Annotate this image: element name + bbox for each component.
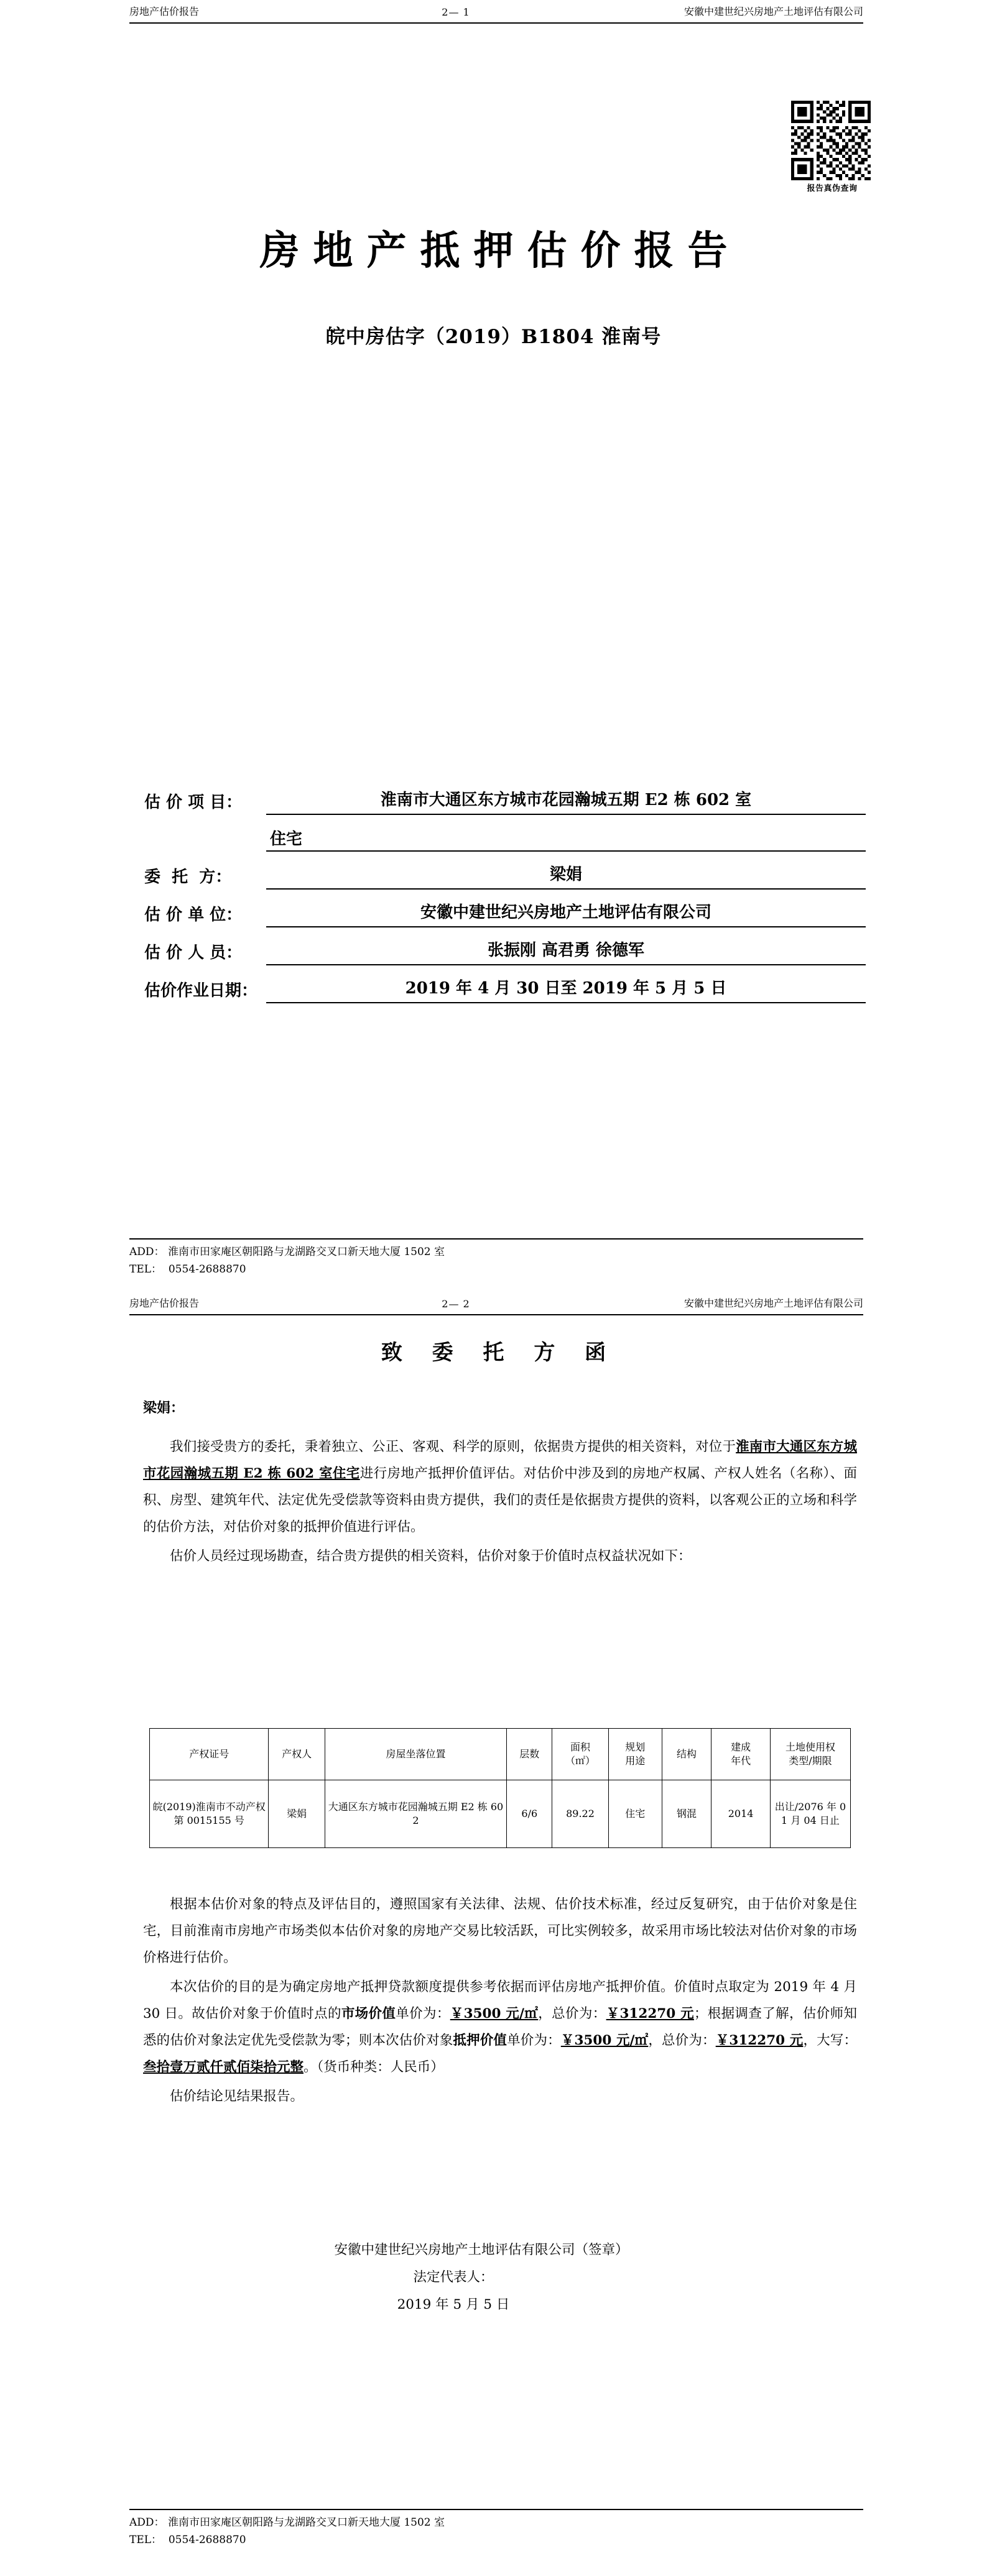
cell-floors: 6/6 (507, 1780, 552, 1848)
header-report-label: 房地产估价报告 (129, 6, 200, 17)
para1-subject-highlight: 淮南市大通区东方城市花园瀚城五期 E2 栋 602 室住宅 (143, 1439, 857, 1481)
info-row-project-line2 (144, 826, 866, 852)
th-area-unit: （㎡） (565, 1755, 596, 1767)
page1-header-rule (129, 22, 863, 24)
letter-salutation: 梁娟： (143, 1400, 185, 1416)
signature-company: 安徽中建世纪兴房地产土地评估有限公司（签章） (334, 2242, 629, 2258)
para4-text-h: 。（货币种类：人民币） (304, 2059, 444, 2075)
para4-text-c: ，总价为： (538, 2006, 606, 2022)
cell-structure: 钢混 (662, 1780, 711, 1848)
footer-telephone: TEL： 0554-2688870 (129, 1263, 246, 1276)
info-row-work-date (144, 977, 866, 1003)
info-label-work-date: 估价作业日期： (144, 982, 258, 1000)
th-build-year-l2: 年代 (731, 1755, 751, 1767)
th-floors: 层数 (507, 1729, 552, 1780)
para1-text-a: 我们接受贵方的委托，秉着独立、公正、客观、科学的原则，依据贵方提供的相关资料，对位于 (170, 1439, 736, 1455)
mortgage-value-label: 抵押价值 (453, 2033, 507, 2048)
para4-text-e: 单价为： (507, 2033, 561, 2048)
cell-owner: 梁娟 (269, 1780, 325, 1848)
letter-paragraph-4 (143, 1974, 857, 2081)
th-plan-use-l2: 用途 (625, 1755, 646, 1767)
header-company-name: 安徽中建世纪兴房地产土地评估有限公司 (683, 6, 863, 17)
letter-paragraph-2: 估价人员经过现场勘查，结合贵方提供的相关资料，估价对象于价值时点权益状况如下： (170, 1548, 692, 1564)
qr-verification-block (791, 101, 873, 193)
th-structure: 结构 (662, 1729, 711, 1780)
th-build-year-l1: 建成 (731, 1741, 751, 1753)
header-page-number-p2: 2— 2 (442, 1298, 470, 1310)
qr-caption-label: 报告真伪查询 (807, 184, 858, 193)
info-value-project-line2: 住宅 (266, 826, 866, 852)
letter-paragraph-1 (143, 1433, 857, 1540)
info-value-appraisers: 张振刚 高君勇 徐德军 (266, 939, 866, 965)
th-land-type (770, 1729, 850, 1780)
letter-title: 致 委 托 方 函 (381, 1340, 618, 1365)
letter-body-top (143, 1433, 857, 1572)
footer-telephone-p2: TEL： 0554-2688870 (129, 2534, 246, 2547)
th-owner: 产权人 (269, 1729, 325, 1780)
footer-address: ADD： 淮南市田家庵区朝阳路与龙湖路交叉口新天地大厦 1502 室 (129, 1246, 445, 1258)
info-spacer (144, 826, 266, 852)
info-label-appraisal-company: 估 价 单 位： (144, 906, 243, 924)
cell-location: 大通区东方城市花园瀚城五期 E2 栋 602 (325, 1780, 507, 1848)
info-value-work-date: 2019 年 4 月 30 日至 2019 年 5 月 5 日 (266, 977, 866, 1003)
header-page-number: 2— 1 (442, 6, 470, 18)
th-location: 房屋坐落位置 (325, 1729, 507, 1780)
table-row (150, 1780, 851, 1848)
cell-cert-no: 皖(2019)淮南市不动产权第 0015155 号 (150, 1780, 269, 1848)
mortgage-total-price: ￥312270 元 (715, 2033, 804, 2048)
para1-text-b: 进行房地产抵押价值评估。对估价中涉及到的房地产权属、产权人姓名（名称）、面积、房型、建筑年代、法定优先受偿款等资料由贵方提供，我们的责任是依据贵方提供的资料，以客观公正的立场和科学的估价方法，对估价对象的抵押价值进行评估。 (143, 1466, 857, 1535)
th-area (552, 1729, 608, 1780)
cover-info-block (144, 788, 866, 1014)
info-label-client: 委 托 方： (144, 868, 232, 886)
info-row-appraisal-company (144, 901, 866, 927)
para4-text-d: ；根据调查了解，估价师知悉的估价对象法定优先受偿款为零；则本次估价对象 (143, 2006, 857, 2048)
page2-header-rule (129, 1314, 863, 1315)
signature-block (143, 2237, 857, 2319)
info-row-client (144, 863, 866, 890)
signature-legal-representative: 法定代表人： (413, 2270, 494, 2286)
market-unit-price: ￥3500 元/㎡ (450, 2006, 539, 2022)
report-serial-number: 皖中房估字（2019）B1804 淮南号 (325, 326, 662, 348)
th-land-l1: 土地使用权 (785, 1741, 835, 1753)
th-land-l2: 类型/期限 (789, 1755, 832, 1767)
letter-paragraph-5: 估价结论见结果报告。 (170, 2089, 304, 2104)
letter-body-bottom (143, 1891, 857, 2112)
info-value-client: 梁娟 (266, 863, 866, 890)
info-label-appraisers: 估 价 人 员： (144, 944, 243, 962)
info-value-appraisal-company: 安徽中建世纪兴房地产土地评估有限公司 (266, 901, 866, 927)
para4-text-b: 单价为： (396, 2006, 450, 2022)
cell-build-year: 2014 (711, 1780, 771, 1848)
cell-land-type: 出让/2076 年 01 月 04 日止 (770, 1780, 850, 1848)
qr-code-icon[interactable] (791, 101, 871, 180)
info-label-project: 估 价 项 目： (144, 793, 243, 812)
info-row-project (144, 788, 866, 815)
th-build-year (711, 1729, 771, 1780)
th-plan-use (608, 1729, 662, 1780)
page1-running-header (129, 4, 863, 18)
cell-plan-use: 住宅 (608, 1780, 662, 1848)
th-plan-use-l1: 规划 (625, 1741, 646, 1753)
footer-address-p2: ADD： 淮南市田家庵区朝阳路与龙湖路交叉口新天地大厦 1502 室 (129, 2516, 445, 2529)
para4-text-a: 本次估价的目的是为确定房地产抵押贷款额度提供参考依据而评估房地产抵押价值。价值时点取定为 2019 年 4 月 30 日。故估价对象于价值时点的 (143, 1979, 857, 2022)
info-row-appraisers (144, 939, 866, 965)
para4-text-g: ，大写： (803, 2033, 857, 2048)
th-cert-no: 产权证号 (150, 1729, 269, 1780)
signature-date: 2019 年 5 月 5 日 (397, 2297, 510, 2313)
page2-footer-rule (129, 2509, 863, 2510)
page2-running-header (129, 1295, 863, 1310)
market-total-price: ￥312270 元 (606, 2006, 694, 2022)
page-title: 房地产抵押估价报告 (259, 228, 741, 274)
info-value-project: 淮南市大通区东方城市花园瀚城五期 E2 栋 602 室 (266, 788, 866, 815)
market-value-label: 市场价值 (341, 2006, 396, 2022)
property-information-table (149, 1728, 851, 1848)
table-header-row (150, 1729, 851, 1780)
letter-paragraph-3: 根据本估价对象的特点及评估目的，遵照国家有关法律、法规、估价技术标准，经过反复研究，由于估价对象是住宅，目前淮南市房地产市场类似本估价对象的房地产交易比较活跃，可比实例较多，故采用市场比较法对估价对象的市场价格进行估价。 (143, 1897, 857, 1966)
amount-in-words: 叁拾壹万贰仟贰佰柒拾元整 (143, 2059, 304, 2075)
page2-footer (129, 2514, 863, 2549)
mortgage-unit-price: ￥3500 元/㎡ (560, 2033, 649, 2048)
header-company-name-p2: 安徽中建世纪兴房地产土地评估有限公司 (683, 1297, 863, 1309)
header-report-label-p2: 房地产估价报告 (129, 1297, 200, 1309)
th-area-main: 面积 (570, 1741, 591, 1753)
page1-footer-rule (129, 1238, 863, 1240)
cell-area: 89.22 (552, 1780, 608, 1848)
page1-footer (129, 1243, 863, 1278)
para4-text-f: ，总价为： (648, 2033, 716, 2048)
